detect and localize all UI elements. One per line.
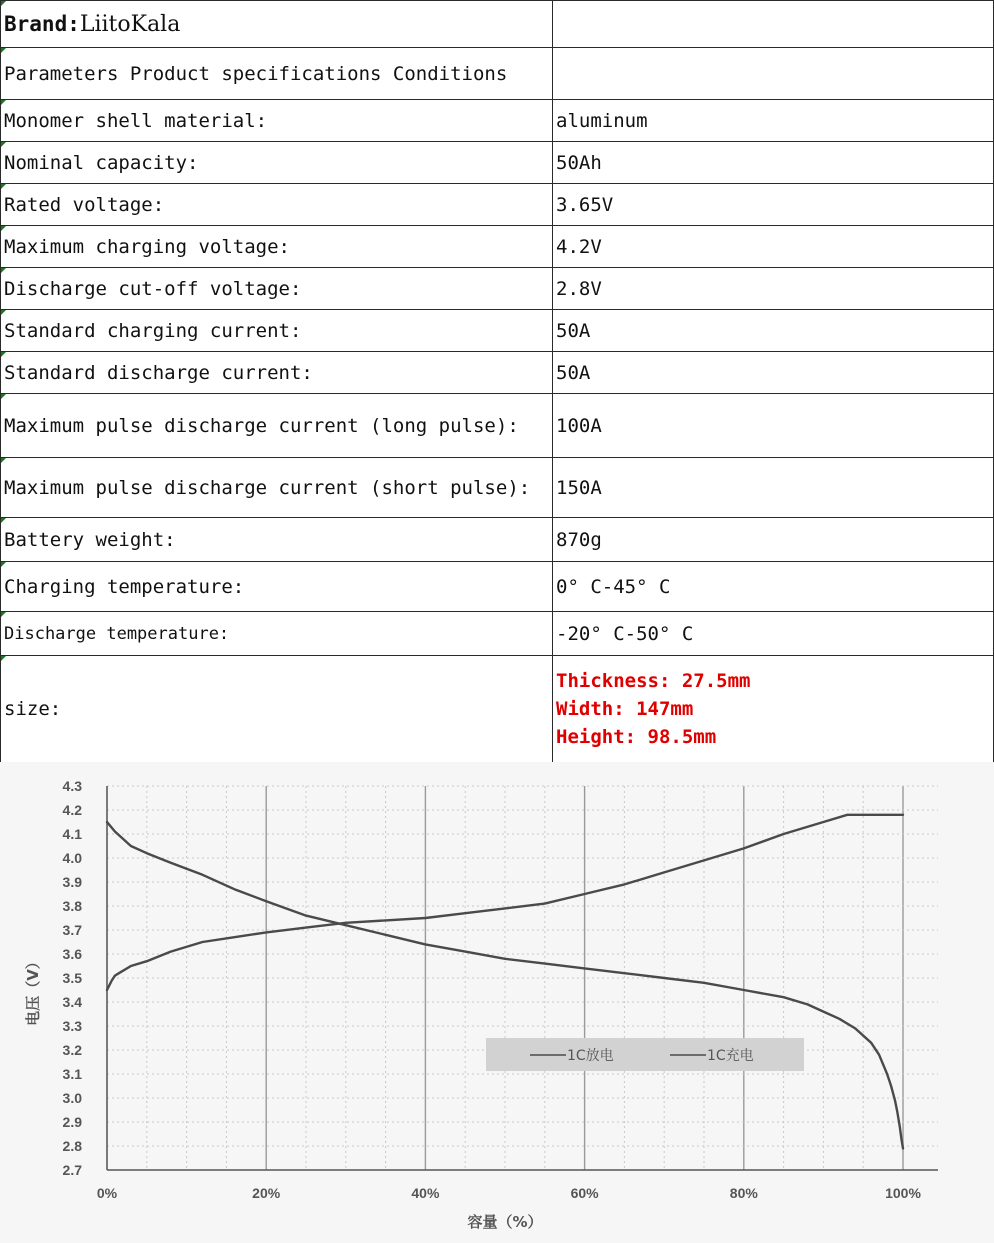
voltage-capacity-chart bbox=[0, 762, 994, 1243]
row-label: Standard charging current: bbox=[1, 310, 553, 352]
size-label: size: bbox=[1, 656, 553, 763]
brand-value: LiitoKala bbox=[79, 11, 181, 37]
table-row bbox=[1, 394, 994, 458]
legend-label: 1C放电 bbox=[567, 1048, 614, 1064]
row-value: 3.65V bbox=[553, 184, 994, 226]
table-row bbox=[1, 310, 994, 352]
y-tick-label: 3.6 bbox=[62, 946, 82, 962]
y-tick-label: 2.8 bbox=[62, 1138, 82, 1154]
y-axis-label: 电压（V） bbox=[24, 954, 42, 1026]
brand-empty-cell bbox=[553, 1, 994, 48]
row-value: 50A bbox=[553, 352, 994, 394]
brand-key: Brand: bbox=[4, 11, 80, 36]
chart-svg bbox=[0, 762, 994, 1243]
y-tick-label: 4.2 bbox=[62, 802, 82, 818]
x-tick-label: 40% bbox=[411, 1185, 440, 1201]
table-row bbox=[1, 352, 994, 394]
size-value-cell bbox=[553, 656, 994, 763]
y-tick-label: 4.0 bbox=[62, 850, 82, 866]
y-tick-label: 4.1 bbox=[62, 826, 82, 842]
row-value: 0° C-45° C bbox=[553, 562, 994, 612]
row-label: Charging temperature: bbox=[1, 562, 553, 612]
row-label: Battery weight: bbox=[1, 518, 553, 562]
chart-axes bbox=[24, 778, 938, 1231]
series-line-discharge bbox=[107, 822, 903, 1148]
x-tick-label: 0% bbox=[96, 1185, 118, 1201]
table-row bbox=[1, 612, 994, 656]
table-row bbox=[1, 562, 994, 612]
x-tick-label: 20% bbox=[252, 1185, 281, 1201]
size-row bbox=[1, 656, 994, 763]
y-tick-label: 4.3 bbox=[62, 778, 82, 794]
x-tick-label: 80% bbox=[729, 1185, 758, 1201]
table-row bbox=[1, 184, 994, 226]
chart-legend bbox=[486, 1038, 804, 1071]
table-row bbox=[1, 142, 994, 184]
y-tick-label: 2.9 bbox=[62, 1114, 82, 1130]
row-label: Standard discharge current: bbox=[1, 352, 553, 394]
y-tick-label: 3.7 bbox=[62, 922, 82, 938]
header-cell: Parameters Product specifications Conditions bbox=[1, 48, 553, 100]
y-tick-label: 3.8 bbox=[62, 898, 82, 914]
row-label: Discharge cut-off voltage: bbox=[1, 268, 553, 310]
table-row bbox=[1, 458, 994, 518]
chart-grid bbox=[107, 786, 938, 1170]
row-label: Monomer shell material: bbox=[1, 100, 553, 142]
legend-label: 1C充电 bbox=[707, 1048, 754, 1064]
y-tick-label: 3.2 bbox=[62, 1042, 82, 1058]
size-width: Width: 147mm bbox=[556, 698, 694, 720]
row-value: 150A bbox=[553, 458, 994, 518]
y-tick-label: 3.5 bbox=[62, 970, 82, 986]
table-row bbox=[1, 100, 994, 142]
row-value: 870g bbox=[553, 518, 994, 562]
row-value: 50Ah bbox=[553, 142, 994, 184]
y-tick-label: 2.7 bbox=[62, 1162, 82, 1178]
y-tick-label: 3.9 bbox=[62, 874, 82, 890]
y-tick-label: 3.1 bbox=[62, 1066, 82, 1082]
header-empty-cell bbox=[553, 48, 994, 100]
row-value: 4.2V bbox=[553, 226, 994, 268]
size-thickness: Thickness: 27.5mm bbox=[556, 670, 751, 692]
row-value: 2.8V bbox=[553, 268, 994, 310]
x-tick-label: 100% bbox=[885, 1185, 921, 1201]
row-value: aluminum bbox=[553, 100, 994, 142]
row-value: -20° C-50° C bbox=[553, 612, 994, 656]
row-label: Maximum pulse discharge current (short pulse): bbox=[1, 458, 553, 518]
row-label: Rated voltage: bbox=[1, 184, 553, 226]
size-height: Height: 98.5mm bbox=[556, 726, 717, 748]
y-tick-label: 3.4 bbox=[62, 994, 82, 1010]
row-value: 50A bbox=[553, 310, 994, 352]
row-label: Nominal capacity: bbox=[1, 142, 553, 184]
y-tick-label: 3.0 bbox=[62, 1090, 82, 1106]
x-axis-label: 容量（%） bbox=[467, 1213, 543, 1231]
x-tick-label: 60% bbox=[570, 1185, 599, 1201]
y-tick-label: 3.3 bbox=[62, 1018, 82, 1034]
brand-cell bbox=[1, 1, 553, 48]
row-label: Maximum pulse discharge current (long pulse): bbox=[1, 394, 553, 458]
table-row bbox=[1, 268, 994, 310]
row-label: Discharge temperature: bbox=[1, 612, 553, 656]
row-value: 100A bbox=[553, 394, 994, 458]
table-row bbox=[1, 518, 994, 562]
brand-row bbox=[1, 1, 994, 48]
row-label: Maximum charging voltage: bbox=[1, 226, 553, 268]
table-row bbox=[1, 226, 994, 268]
header-row bbox=[1, 48, 994, 100]
